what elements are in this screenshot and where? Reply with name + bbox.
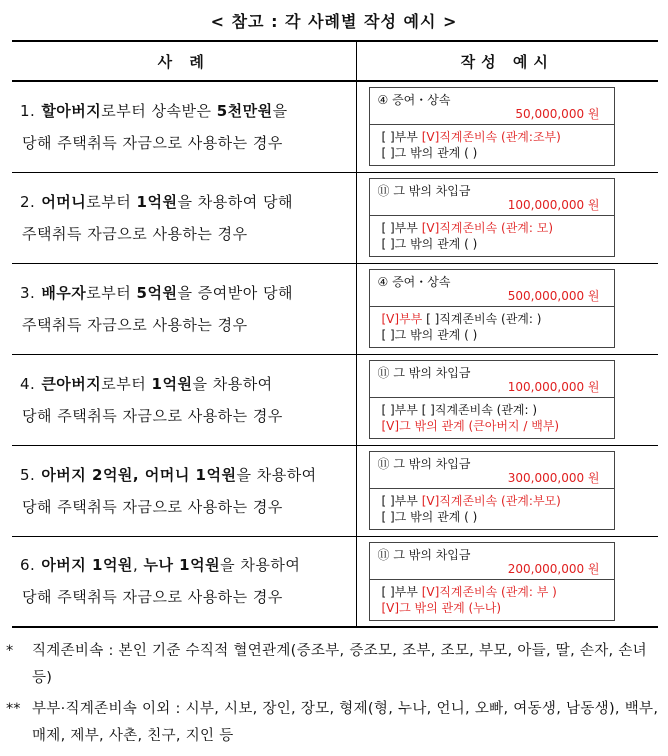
example-cell [356,536,658,627]
option-text: [ ]부부 [ ]직계존비속 (관계: ) [381,403,538,417]
option-text: [ ]부부 [381,584,422,599]
option-text: [ ]직계존비속 (관계: ) [422,312,542,326]
option-text: [ ]그 밖의 관계 ( ) [381,146,478,161]
page-title: < 참고 : 각 사례별 작성 예시 > [210,12,458,31]
example-form-box [369,178,615,257]
case-cell [12,445,356,536]
relation-option-line-1 [382,402,614,418]
footnotes [6,638,662,754]
relation-option-line-1 [382,220,614,236]
option-checked: [V]직계존비속 (관계: 모) [421,221,554,235]
case-cell [12,263,356,354]
table-row [12,263,658,354]
relation-option-line-1 [382,311,614,327]
case-text-1: 로부터 상속받은 [101,101,217,120]
footnote-other [6,696,662,750]
fund-category: ⑪ 그 밖의 차입금 [377,547,471,562]
option-text: [ ]부부 [381,494,422,508]
table-header-row [12,41,658,81]
case-text-1: 로부터 [86,192,137,211]
case-emph-2: 1억원 [136,192,178,211]
case-emph-1: 큰아버지 [41,374,102,393]
case-emph-2: 누나 1억원 [143,556,221,575]
option-text: [ ]그 밖의 관계 ( ) [381,510,478,524]
example-form-box [369,542,615,621]
example-form-top [370,270,614,307]
example-form-box [369,87,615,166]
case-text-2: 을 차용하여 [220,556,301,575]
case-emph-2: 5천만원 [216,101,273,120]
example-form-top [370,543,614,580]
case-text-1: 로부터 [86,283,137,302]
relation-option-line-2 [382,145,614,161]
footnote-mark: * [6,643,14,659]
case-text-line2: 주택취득 자금으로 사용하는 경우 [22,224,248,243]
table-row [12,172,658,263]
fund-amount: 300,000,000 원 [507,471,600,485]
fund-amount: 100,000,000 원 [507,380,600,394]
footnote-text: 부부·직계존비속 이외 : 시부, 시보, 장인, 장모, 형제(형, 누나, 언니, 오빠, 여동생, 남동생), 백부, 매제, 제부, 사촌, 친구, 지인 등 [32,701,659,744]
table-row [12,536,658,627]
table-row [12,445,658,536]
example-cell [356,445,658,536]
example-form-top [370,361,614,398]
example-cell [356,81,658,172]
option-checked: [V]직계존비속 (관계: 부 ) [421,584,557,599]
option-checked: [V]그 밖의 관계 (큰아버지 / 백부) [381,419,560,433]
relation-option-line-2 [382,418,614,434]
relation-option-line-2 [382,236,614,252]
example-form-top [370,452,614,489]
footnote-lineal [6,638,662,692]
option-text: [ ]그 밖의 관계 ( ) [381,328,478,342]
case-text-1: 을 차용하여 [236,465,317,484]
case-number: 5. [20,465,36,484]
case-text-1: , [132,556,144,575]
option-checked: [V]직계존비속 (관계:조부) [421,130,561,145]
footnote-text: 직계존비속 : 본인 기준 수직적 혈연관계(증조부, 증조모, 조부, 조모, 부모, 아들, 딸, 손자, 손녀 등) [32,643,647,686]
option-text: [ ]그 밖의 관계 ( ) [381,237,478,251]
relation-options [370,307,614,347]
case-cell [12,354,356,445]
case-number: 4. [20,374,36,393]
case-emph-1: 아버지 2억원, 어머니 1억원 [41,465,237,484]
fund-category: ④ 증여・상속 [377,275,451,289]
header-example: 작성 예시 [356,41,658,81]
fund-category: ④ 증여・상속 [377,93,451,108]
case-text-2: 을 차용하여 당해 [177,192,293,211]
example-form-top [370,179,614,216]
case-text-2: 을 차용하여 [192,374,273,393]
relation-option-line-1 [382,493,614,509]
relation-options [370,398,614,438]
case-text-2: 을 [272,101,288,120]
examples-table [12,40,658,628]
relation-option-line-1 [382,129,614,145]
case-emph-1: 아버지 1억원 [41,556,133,575]
option-checked: [V]그 밖의 관계 (누나) [381,600,502,615]
relation-option-line-2 [382,600,614,616]
fund-amount: 100,000,000 원 [507,198,600,212]
case-emph-1: 어머니 [41,192,87,211]
header-case: 사 례 [12,41,356,81]
fund-category: ⑪ 그 밖의 차입금 [377,184,471,198]
case-emph-2: 5억원 [136,283,178,302]
case-number: 2. [20,192,36,211]
footnote-mark: ** [6,701,21,717]
case-cell [12,172,356,263]
case-number: 6. [20,556,36,575]
case-number: 1. [20,101,36,120]
case-text-2: 을 증여받아 당해 [177,283,293,302]
relation-option-line-2 [382,327,614,343]
fund-amount: 200,000,000 원 [507,561,600,576]
case-text-line2: 주택취득 자금으로 사용하는 경우 [22,315,248,334]
example-cell [356,172,658,263]
relation-options [370,125,614,165]
option-checked: [V]부부 [381,312,423,326]
option-checked: [V]직계존비속 (관계:부모) [421,494,561,508]
example-form-box [369,360,615,439]
case-text-line2: 당해 주택취득 자금으로 사용하는 경우 [22,497,283,516]
case-emph-2: 1억원 [151,374,193,393]
example-cell [356,263,658,354]
table-row [12,81,658,172]
relation-option-line-2 [382,509,614,525]
case-emph-1: 배우자 [41,283,87,302]
example-form-top [370,88,614,125]
fund-category: ⑪ 그 밖의 차입금 [377,457,471,471]
case-cell [12,536,356,627]
fund-amount: 50,000,000 원 [515,107,600,122]
case-number: 3. [20,283,36,302]
relation-options [370,216,614,256]
fund-amount: 500,000,000 원 [507,289,600,303]
case-cell [12,81,356,172]
example-cell [356,354,658,445]
relation-options [370,489,614,529]
table-row [12,354,658,445]
option-text: [ ]부부 [381,130,422,145]
relation-options [370,580,614,620]
case-text-1: 로부터 [101,374,152,393]
case-emph-1: 할아버지 [41,101,102,120]
example-form-box [369,451,615,530]
option-text: [ ]부부 [381,221,422,235]
fund-category: ⑪ 그 밖의 차입금 [377,366,471,380]
case-text-line2: 당해 주택취득 자금으로 사용하는 경우 [22,133,283,152]
relation-option-line-1 [382,584,614,600]
example-form-box [369,269,615,348]
case-text-line2: 당해 주택취득 자금으로 사용하는 경우 [22,588,283,607]
case-text-line2: 당해 주택취득 자금으로 사용하는 경우 [22,406,283,425]
